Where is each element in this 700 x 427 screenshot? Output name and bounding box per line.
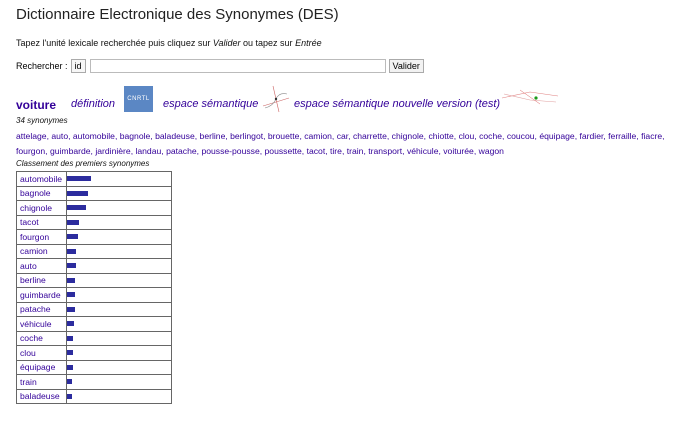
synonym-separator: ,: [331, 131, 337, 141]
ranking-bar-cell: [67, 201, 172, 216]
ranking-bar: [67, 263, 76, 268]
synonym-link[interactable]: camion: [304, 131, 332, 141]
synonym-separator: ,: [225, 131, 231, 141]
synonym-separator: ,: [423, 131, 429, 141]
synonym-link[interactable]: ferraille: [608, 131, 637, 141]
ranking-bar-cell: [67, 389, 172, 404]
synonym-link[interactable]: berline: [199, 131, 226, 141]
ranking-bar-cell: [67, 186, 172, 201]
synonym-separator: ,: [502, 131, 507, 141]
synonym-link[interactable]: automobile: [72, 131, 115, 141]
semantic-space-link[interactable]: espace sémantique: [163, 98, 259, 110]
ranking-row: [17, 346, 172, 361]
ranking-word-link[interactable]: tacot: [17, 215, 67, 230]
ranking-word-link[interactable]: équipage: [17, 360, 67, 375]
ranking-bar: [67, 379, 72, 384]
synonym-link[interactable]: patache: [166, 146, 197, 156]
synonym-separator: ,: [603, 131, 609, 141]
ranking-bar-cell: [67, 244, 172, 259]
ranking-word-link[interactable]: auto: [17, 259, 67, 274]
synonym-link[interactable]: chiotte: [428, 131, 454, 141]
ranking-bar: [67, 205, 86, 210]
ranking-word-link[interactable]: clou: [17, 346, 67, 361]
ranking-title: Classement des premiers synonymes: [16, 159, 150, 168]
ranking-bar-cell: [67, 273, 172, 288]
cnrtl-logo[interactable]: CNRTL: [124, 86, 153, 112]
ranking-bar-cell: [67, 317, 172, 332]
ranking-row: [17, 186, 172, 201]
ranking-table: [16, 171, 172, 404]
ranking-row: [17, 230, 172, 245]
synonym-separator: ,: [263, 131, 268, 141]
ranking-word-link[interactable]: train: [17, 375, 67, 390]
synonym-link[interactable]: fardier: [579, 131, 604, 141]
synonym-link[interactable]: véhicule: [406, 146, 439, 156]
instruction-prefix: Tapez l'unité lexicale recherchée puis cliquez sur: [16, 38, 213, 48]
synonym-link[interactable]: wagon: [478, 146, 504, 156]
page-title: Dictionnaire Electronique des Synonymes (DES): [16, 6, 339, 23]
synonym-separator: ,: [438, 146, 444, 156]
ranking-word-link[interactable]: berline: [17, 273, 67, 288]
ranking-bar: [67, 191, 88, 196]
synonym-separator: ,: [90, 146, 96, 156]
result-header: [16, 86, 696, 116]
ranking-bar: [67, 292, 75, 297]
synonym-link[interactable]: pousse-pousse: [201, 146, 260, 156]
synonym-separator: ,: [130, 146, 136, 156]
synonym-separator: ,: [453, 131, 459, 141]
ranking-word-link[interactable]: patache: [17, 302, 67, 317]
ranking-row: [17, 317, 172, 332]
ranking-word-link[interactable]: guimbarde: [17, 288, 67, 303]
synonym-link[interactable]: charrette: [352, 131, 387, 141]
validate-button[interactable]: Valider: [389, 59, 424, 73]
ranking-row: [17, 302, 172, 317]
ranking-row: [17, 331, 172, 346]
synonym-link[interactable]: bagnole: [119, 131, 151, 141]
ranking-bar-cell: [67, 360, 172, 375]
synonym-link[interactable]: fiacre: [641, 131, 663, 141]
ranking-word-link[interactable]: bagnole: [17, 186, 67, 201]
ranking-bar: [67, 394, 72, 399]
synonym-separator: ,: [161, 146, 167, 156]
synonym-separator: ,: [662, 131, 665, 141]
synonym-separator: ,: [299, 131, 305, 141]
ranking-bar: [67, 249, 76, 254]
synonym-link[interactable]: chignole: [391, 131, 424, 141]
synonym-separator: ,: [348, 131, 353, 141]
ranking-word-link[interactable]: fourgon: [17, 230, 67, 245]
synonym-separator: ,: [341, 146, 347, 156]
synonym-separator: ,: [114, 131, 120, 141]
synonym-separator: ,: [194, 131, 200, 141]
ranking-row: [17, 288, 172, 303]
ranking-row: [17, 360, 172, 375]
ranking-row: [17, 259, 172, 274]
ranking-bar-cell: [67, 172, 172, 187]
synonym-separator: ,: [636, 131, 642, 141]
synonym-count: 34 synonymes: [16, 116, 68, 125]
ranking-bar-cell: [67, 288, 172, 303]
instruction-text: [16, 38, 322, 48]
semantic-space-new-thumbnail-icon[interactable]: [500, 86, 560, 108]
synonym-link[interactable]: voiturée: [443, 146, 474, 156]
ranking-bar: [67, 278, 75, 283]
id-button[interactable]: id: [71, 59, 86, 73]
ranking-word-link[interactable]: chignole: [17, 201, 67, 216]
search-label: Rechercher :: [16, 61, 68, 71]
synonym-separator: ,: [301, 146, 307, 156]
ranking-bar: [67, 336, 73, 341]
ranking-row: [17, 389, 172, 404]
ranking-row: [17, 273, 172, 288]
synonym-link[interactable]: guimbarde: [49, 146, 91, 156]
synonym-link[interactable]: car: [336, 131, 349, 141]
synonym-link[interactable]: brouette: [267, 131, 300, 141]
ranking-row: [17, 215, 172, 230]
ranking-bar-cell: [67, 331, 172, 346]
ranking-bar: [67, 365, 73, 370]
ranking-bar-cell: [67, 230, 172, 245]
synonym-separator: ,: [402, 146, 407, 156]
ranking-bar: [67, 321, 74, 326]
ranking-word-link[interactable]: camion: [17, 244, 67, 259]
synonym-separator: ,: [363, 146, 369, 156]
ranking-bar: [67, 350, 73, 355]
ranking-bar: [67, 307, 75, 312]
synonym-link[interactable]: attelage: [16, 131, 47, 141]
semantic-space-thumbnail-icon[interactable]: [261, 84, 291, 114]
synonym-link[interactable]: fourgon: [16, 146, 46, 156]
ranking-row: [17, 172, 172, 187]
synonym-separator: ,: [196, 146, 202, 156]
synonym-link[interactable]: clou: [458, 131, 475, 141]
semantic-space-new-link[interactable]: espace sémantique nouvelle version (test): [294, 98, 501, 110]
synonym-link[interactable]: baladeuse: [155, 131, 195, 141]
ranking-bar: [67, 220, 79, 225]
ranking-bar: [67, 176, 91, 181]
ranking-row: [17, 201, 172, 216]
instruction-valider: Valider: [212, 38, 241, 48]
synonym-link[interactable]: équipage: [539, 131, 575, 141]
ranking-bar-cell: [67, 302, 172, 317]
ranking-bar-cell: [67, 215, 172, 230]
synonym-separator: ,: [150, 131, 156, 141]
synonym-separator: ,: [259, 146, 265, 156]
synonym-separator: ,: [46, 131, 52, 141]
synonym-separator: ,: [473, 146, 479, 156]
synonym-separator: ,: [474, 131, 480, 141]
ranking-row: [17, 375, 172, 390]
instruction-entree: Entrée: [295, 38, 322, 48]
synonym-link[interactable]: poussette: [264, 146, 302, 156]
synonym-link[interactable]: train: [346, 146, 364, 156]
synonym-link[interactable]: coucou: [506, 131, 535, 141]
synonym-link[interactable]: landau: [135, 146, 162, 156]
ranking-word-link[interactable]: véhicule: [17, 317, 67, 332]
synonym-link[interactable]: auto: [51, 131, 69, 141]
ranking-word-link[interactable]: automobile: [17, 172, 67, 187]
synonym-separator: ,: [325, 146, 330, 156]
synonym-separator: ,: [45, 146, 50, 156]
synonym-separator: ,: [68, 131, 73, 141]
synonym-link[interactable]: coche: [479, 131, 503, 141]
ranking-word-link[interactable]: baladeuse: [17, 389, 67, 404]
ranking-word-link[interactable]: coche: [17, 331, 67, 346]
result-word: voiture: [16, 98, 57, 112]
synonym-separator: ,: [386, 131, 392, 141]
synonym-link[interactable]: transport: [368, 146, 403, 156]
synonym-separator: ,: [574, 131, 580, 141]
ranking-row: [17, 244, 172, 259]
synonym-link[interactable]: tire: [330, 146, 342, 156]
instruction-middle: ou tapez sur: [240, 38, 296, 48]
synonym-link[interactable]: tacot: [306, 146, 326, 156]
search-input[interactable]: [90, 59, 386, 73]
ranking-bar-cell: [67, 346, 172, 361]
synonym-link[interactable]: berlingot: [230, 131, 264, 141]
synonym-separator: ,: [534, 131, 540, 141]
ranking-bar: [67, 234, 78, 239]
synonym-list: [16, 129, 696, 159]
synonym-link[interactable]: jardinière: [95, 146, 131, 156]
ranking-bar-cell: [67, 375, 172, 390]
ranking-bar-cell: [67, 259, 172, 274]
search-row: [16, 59, 424, 73]
definition-link[interactable]: définition: [71, 98, 116, 110]
